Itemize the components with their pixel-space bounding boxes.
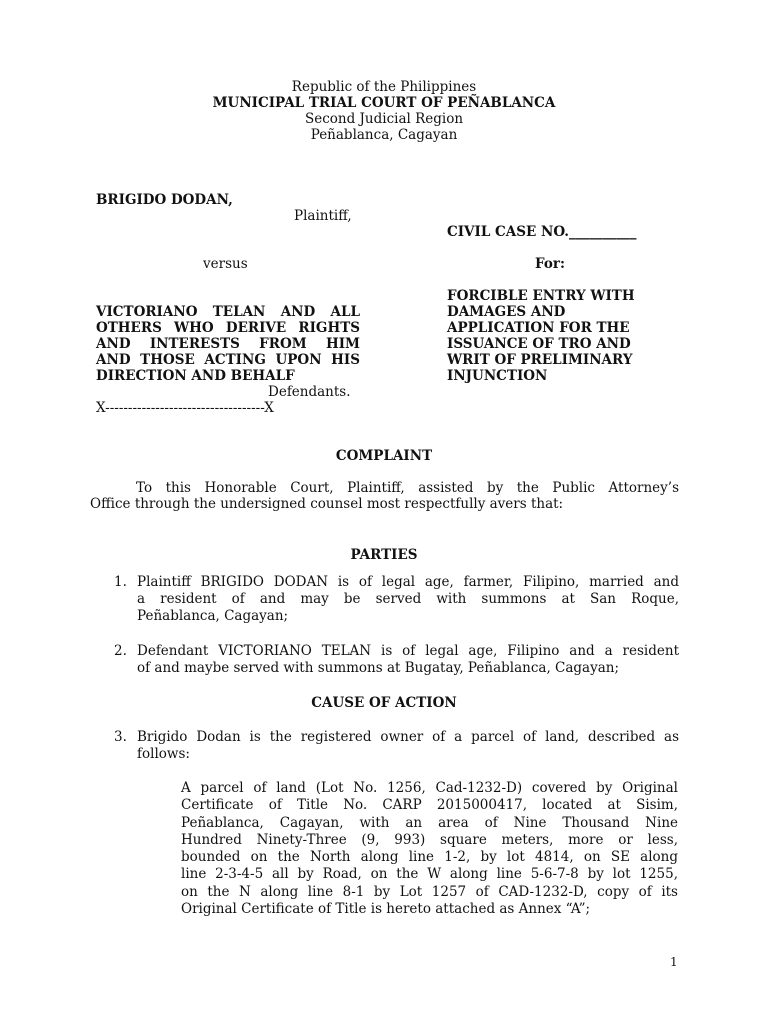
quote-line: bounded on the North along line 1-2, by lot 4814, on SE along: [181, 849, 678, 866]
party-item-line: Defendant VICTORIANO TELAN is of legal age, Filipino and a resident: [137, 643, 679, 659]
defendant-line: VICTORIANO TELAN AND ALL: [96, 304, 360, 320]
nature-line: DAMAGES AND: [447, 304, 566, 320]
quote-line: line 2-3-4-5 all by Road, on the W along line 5-6-7-8 by lot 1255,: [181, 866, 678, 883]
versus-label: versus: [203, 256, 248, 272]
quote-line: Hundred Ninety-Three (9, 993) square meters, more or less,: [181, 831, 678, 848]
header-region: Second Judicial Region: [304, 111, 464, 127]
quote-line: Certificate of Title No. CARP 2015000417, located at Sisim,: [181, 797, 678, 814]
quote-line: Original Certificate of Title is hereto attached as Annex “A”;: [181, 901, 591, 918]
case-nature: [447, 288, 635, 384]
nature-line: APPLICATION FOR THE: [447, 320, 630, 336]
nature-line: ISSUANCE OF TRO AND: [447, 336, 631, 352]
header-location: Peñablanca, Cagayan: [310, 127, 458, 143]
defendant-role: Defendants.: [268, 384, 351, 400]
defendant-line: AND INTERESTS FROM HIM: [96, 336, 360, 352]
item-number: 2.: [114, 643, 127, 659]
party-item-line: a resident of and may be served with summons at San Roque,: [137, 591, 679, 607]
nature-line: WRIT OF PRELIMINARY: [447, 352, 633, 368]
party-item-line: of and maybe served with summons at Bugatay, Peñablanca, Cagayan;: [137, 660, 620, 676]
nature-line: FORCIBLE ENTRY WITH: [447, 288, 635, 304]
defendant-line: AND THOSE ACTING UPON HIS: [96, 352, 360, 368]
caption-separator: X-----------------------------------X: [96, 400, 274, 416]
defendant-caption: [96, 304, 360, 384]
cause-item-line: follows:: [137, 746, 190, 762]
page-number: 1: [670, 955, 678, 969]
header-court-name: MUNICIPAL TRIAL COURT OF PEÑABLANCA: [212, 95, 556, 111]
defendant-line: OTHERS WHO DERIVE RIGHTS: [96, 320, 360, 336]
item-number: 3.: [114, 729, 127, 745]
defendant-line: DIRECTION AND BEHALF: [96, 368, 295, 384]
for-label: For:: [535, 256, 565, 272]
plaintiff-name: BRIGIDO DODAN,: [96, 192, 233, 208]
party-item-line: Plaintiff BRIGIDO DODAN is of legal age, farmer, Filipino, married and: [137, 574, 679, 590]
cause-of-action-title: CAUSE OF ACTION: [311, 695, 457, 711]
party-item-1: [137, 574, 679, 625]
quote-line: A parcel of land (Lot No. 1256, Cad-1232-D) covered by Original: [181, 780, 678, 796]
cause-item-line: Brigido Dodan is the registered owner of a parcel of land, described as: [137, 729, 679, 745]
header-republic: Republic of the Philippines: [291, 79, 477, 95]
cause-item-3: [137, 729, 679, 763]
intro-paragraph-line2: Office through the undersigned counsel most respectfully avers that:: [90, 496, 564, 512]
land-description-quote: [181, 780, 678, 918]
civil-case-number: CIVIL CASE NO.__________: [447, 224, 637, 240]
plaintiff-role: Plaintiff,: [294, 208, 352, 224]
item-number: 1.: [114, 574, 127, 590]
party-item-line: Peñablanca, Cagayan;: [137, 608, 289, 624]
quote-line: Peñablanca, Cagayan, with an area of Nine Thousand Nine: [181, 814, 678, 831]
party-item-2: [137, 643, 679, 677]
intro-paragraph-line1: To this Honorable Court, Plaintiff, assisted by the Public Attorney’s: [136, 480, 679, 496]
quote-line: on the N along line 8-1 by Lot 1257 of CAD-1232-D, copy of its: [181, 883, 678, 900]
nature-line: INJUNCTION: [447, 368, 548, 384]
complaint-title: COMPLAINT: [335, 448, 433, 464]
parties-title: PARTIES: [350, 547, 418, 563]
